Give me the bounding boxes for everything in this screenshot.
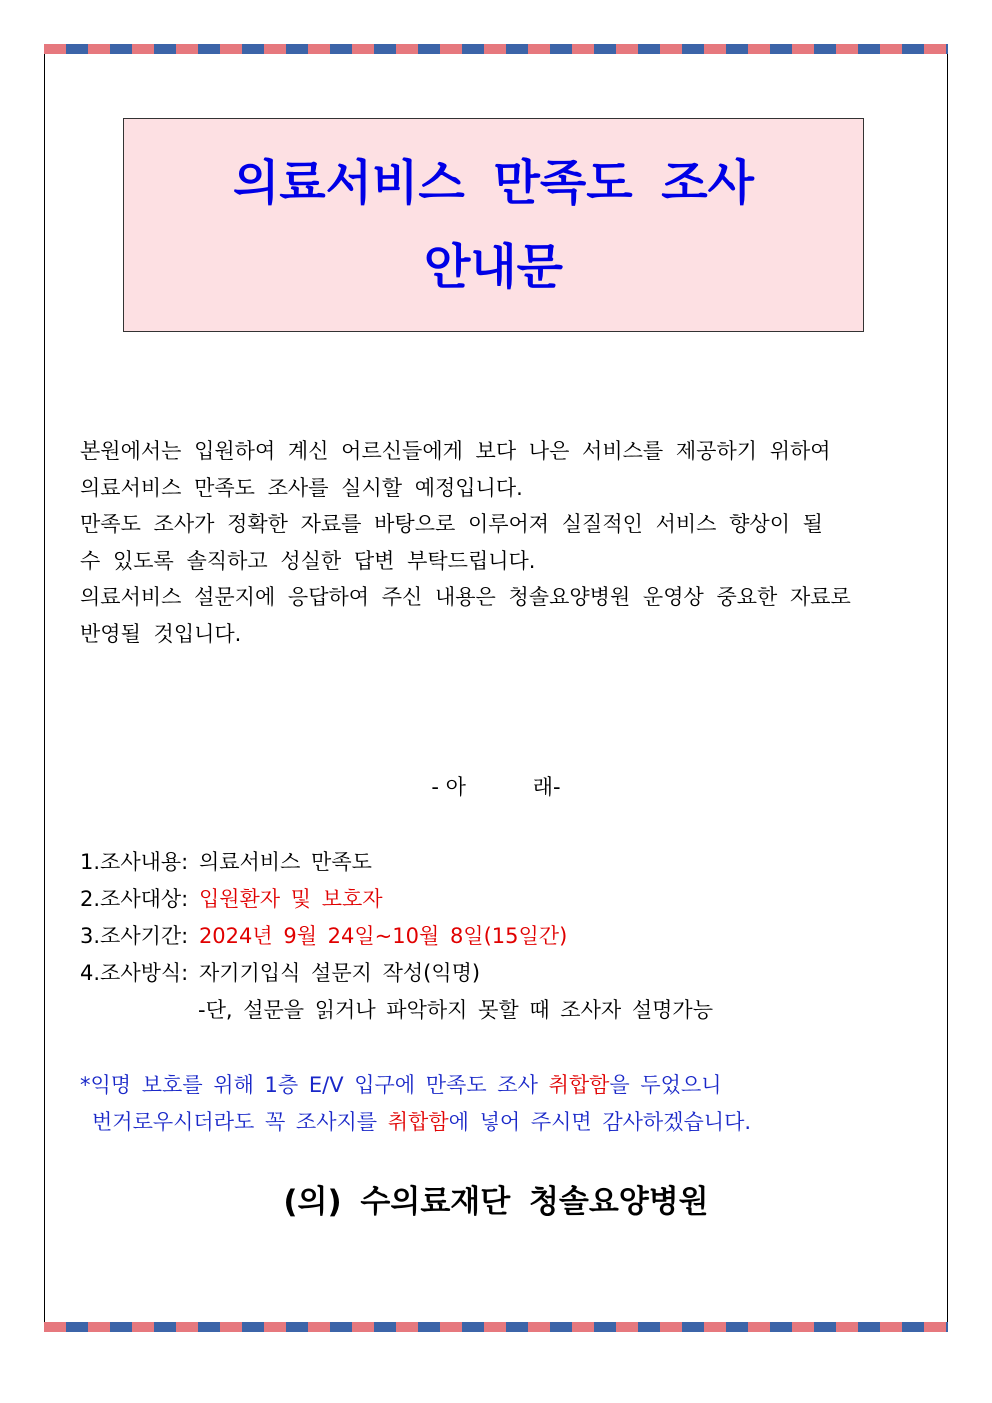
notice-text: 번거로우시더라도 꼭 조사지를 <box>92 1110 388 1134</box>
detail-period-label: 3.조사기간: <box>80 924 199 948</box>
notice-highlight: 취합함 <box>548 1073 610 1097</box>
notice-highlight: 취합함 <box>387 1110 449 1134</box>
detail-period <box>80 918 940 955</box>
page-subtitle: 안내문 <box>423 239 564 295</box>
detail-content-label: 1.조사내용: <box>80 850 199 874</box>
intro-line: 수 있도록 솔직하고 성실한 답변 부탁드립니다. <box>80 548 536 573</box>
anonymity-notice <box>80 1067 940 1141</box>
intro-line: 반영될 것입니다. <box>80 621 242 646</box>
detail-method-note: -단, 설문을 읽거나 파악하지 못할 때 조사자 설명가능 <box>198 998 713 1022</box>
detail-method-label: 4.조사방식: <box>80 961 199 985</box>
below-heading: - 아 래- <box>431 775 561 799</box>
detail-content <box>80 844 940 881</box>
detail-target <box>80 881 940 918</box>
detail-target-value: 입원환자 및 보호자 <box>198 887 383 911</box>
decorative-border-bottom <box>44 1322 948 1332</box>
page-border-left <box>44 54 45 1322</box>
page-title: 의료서비스 만족도 조사 <box>232 155 755 211</box>
detail-target-label: 2.조사대상: <box>80 887 199 911</box>
intro-paragraph <box>80 433 950 652</box>
hospital-signature: (의) 수의료재단 청솔요양병원 <box>283 1184 709 1220</box>
page-border-right <box>947 54 948 1322</box>
survey-details <box>80 844 940 1029</box>
title-box <box>123 118 864 332</box>
detail-content-value: 의료서비스 만족도 <box>198 850 372 874</box>
intro-line: 본원에서는 입원하여 계신 어르신들에게 보다 나은 서비스를 제공하기 위하여 <box>80 439 831 463</box>
intro-line: 의료서비스 설문지에 응답하여 주신 내용은 청솔요양병원 운영상 중요한 자료로 <box>80 585 851 609</box>
notice-text: 에 넣어 주시면 감사하겠습니다. <box>448 1110 752 1134</box>
decorative-border-top <box>44 44 948 54</box>
intro-line: 의료서비스 만족도 조사를 실시할 예정입니다. <box>80 475 523 500</box>
detail-period-value: 2024년 9월 24일~10월 8일(15일간) <box>198 924 568 948</box>
detail-method <box>80 955 940 992</box>
intro-line: 만족도 조사가 정확한 자료를 바탕으로 이루어져 실질적인 서비스 향상이 될 <box>80 512 823 536</box>
notice-text: *익명 보호를 위해 1층 E/V 입구에 만족도 조사 <box>80 1073 549 1097</box>
notice-line-1 <box>80 1067 940 1104</box>
notice-line-2 <box>80 1104 940 1141</box>
notice-text: 을 두었으니 <box>609 1073 722 1097</box>
detail-method-value: 자기기입식 설문지 작성(익명) <box>198 961 481 985</box>
